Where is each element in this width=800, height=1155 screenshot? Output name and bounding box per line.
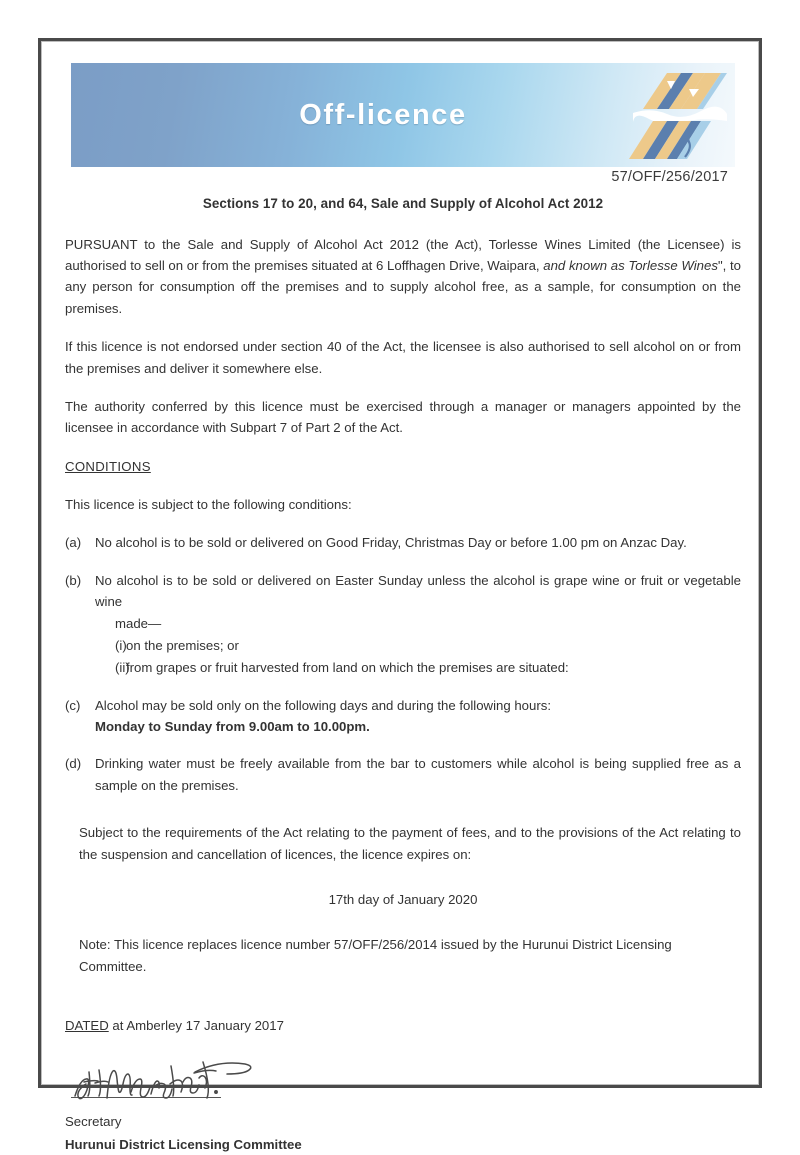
dated-line <box>65 1015 741 1036</box>
dated-label: DATED <box>65 1018 109 1034</box>
condition-text-block <box>95 695 741 738</box>
condition-marker: (d) <box>65 756 82 772</box>
condition-subitem-i <box>95 635 741 656</box>
page-title: Off-licence <box>299 98 467 131</box>
subitem-text: from grapes or fruit harvested from land on which the premises are situated: <box>126 660 569 676</box>
pursuant-text-part1: PURSUANT to the Sale and Supply of Alcohol Act 2012 (the Act), Torlesse Wines Limited (the Licensee) is authorised to sell on or from the premises situated at 6 Loffhagen Drive, Waipara, <box>65 236 741 274</box>
replacement-note: Note: This licence replaces licence number 57/OFF/256/2014 issued by the Hurunui District Licensing Committee. <box>79 937 672 974</box>
condition-item-b <box>65 570 741 679</box>
paragraph-pursuant <box>65 234 741 320</box>
licence-number: 57/OFF/256/2017 <box>611 169 728 185</box>
signatory-body: Hurunui District Licensing Committee <box>65 1136 302 1152</box>
handwritten-signature-icon <box>69 1056 259 1110</box>
document-header-banner <box>71 63 735 167</box>
condition-subitem-ii <box>95 657 741 678</box>
sections-heading: Sections 17 to 20, and 64, Sale and Supply of Alcohol Act 2012 <box>202 196 604 211</box>
subitem-marker: (ii) <box>115 660 130 676</box>
condition-text: Drinking water must be freely available from the bar to customers while alcohol is being supplied free as a sample on the premises. <box>95 756 741 793</box>
condition-item-a <box>65 532 741 553</box>
paragraph-endorsement: If this licence is not endorsed under section 40 of the Act, the licensee is also authorised to sell alcohol on or from the premises and deliver it somewhere else. <box>65 339 741 376</box>
signature-block <box>65 1056 741 1155</box>
closing-paragraph: Subject to the requirements of the Act relating to the payment of fees, and to the provisions of the Act relating to the suspension and cancellation of licences, the licence expires on: <box>79 825 741 862</box>
hurunui-council-logo-icon <box>623 67 727 163</box>
signature-line <box>71 1097 221 1098</box>
dated-location-date: at Amberley 17 January 2017 <box>108 1018 284 1034</box>
condition-marker: (c) <box>65 697 81 713</box>
condition-text: Alcohol may be sold only on the following days and during the following hours: <box>95 697 551 713</box>
condition-text: No alcohol is to be sold or delivered on Good Friday, Christmas Day or before 1.00 pm on Anzac Day. <box>95 535 687 551</box>
condition-text: No alcohol is to be sold or delivered on Easter Sunday unless the alcohol is grape wine or fruit or vegetable wine <box>95 572 741 610</box>
paragraph-authority: The authority conferred by this licence must be exercised through a manager or managers appointed by the licensee in accordance with Subpart 7 of Part 2 of the Act. <box>65 398 741 436</box>
condition-item-d <box>65 753 741 796</box>
subitem-marker: (i) <box>115 637 127 653</box>
condition-marker: (a) <box>65 535 82 551</box>
condition-marker: (b) <box>65 572 82 588</box>
signatory-role: Secretary <box>65 1114 122 1130</box>
conditions-intro: This licence is subject to the following conditions: <box>65 497 352 513</box>
pursuant-text-part2: ", to any person for consumption off the premises and to supply alcohol free, as a sample, for consumption on the premises. <box>65 258 741 316</box>
document-body <box>65 193 741 1155</box>
condition-continuation: made— <box>115 615 162 631</box>
trading-hours: Monday to Sunday from 9.00am to 10.00pm. <box>95 719 370 735</box>
condition-item-c <box>65 695 741 738</box>
expiry-date: 17th day of January 2020 <box>328 891 478 907</box>
subitem-text: on the premises; or <box>126 637 239 653</box>
condition-text-block <box>95 570 741 679</box>
conditions-heading: CONDITIONS <box>65 458 151 474</box>
document-page-frame <box>38 38 762 1152</box>
pursuant-trading-name: and known as Torlesse Wines <box>543 258 718 274</box>
